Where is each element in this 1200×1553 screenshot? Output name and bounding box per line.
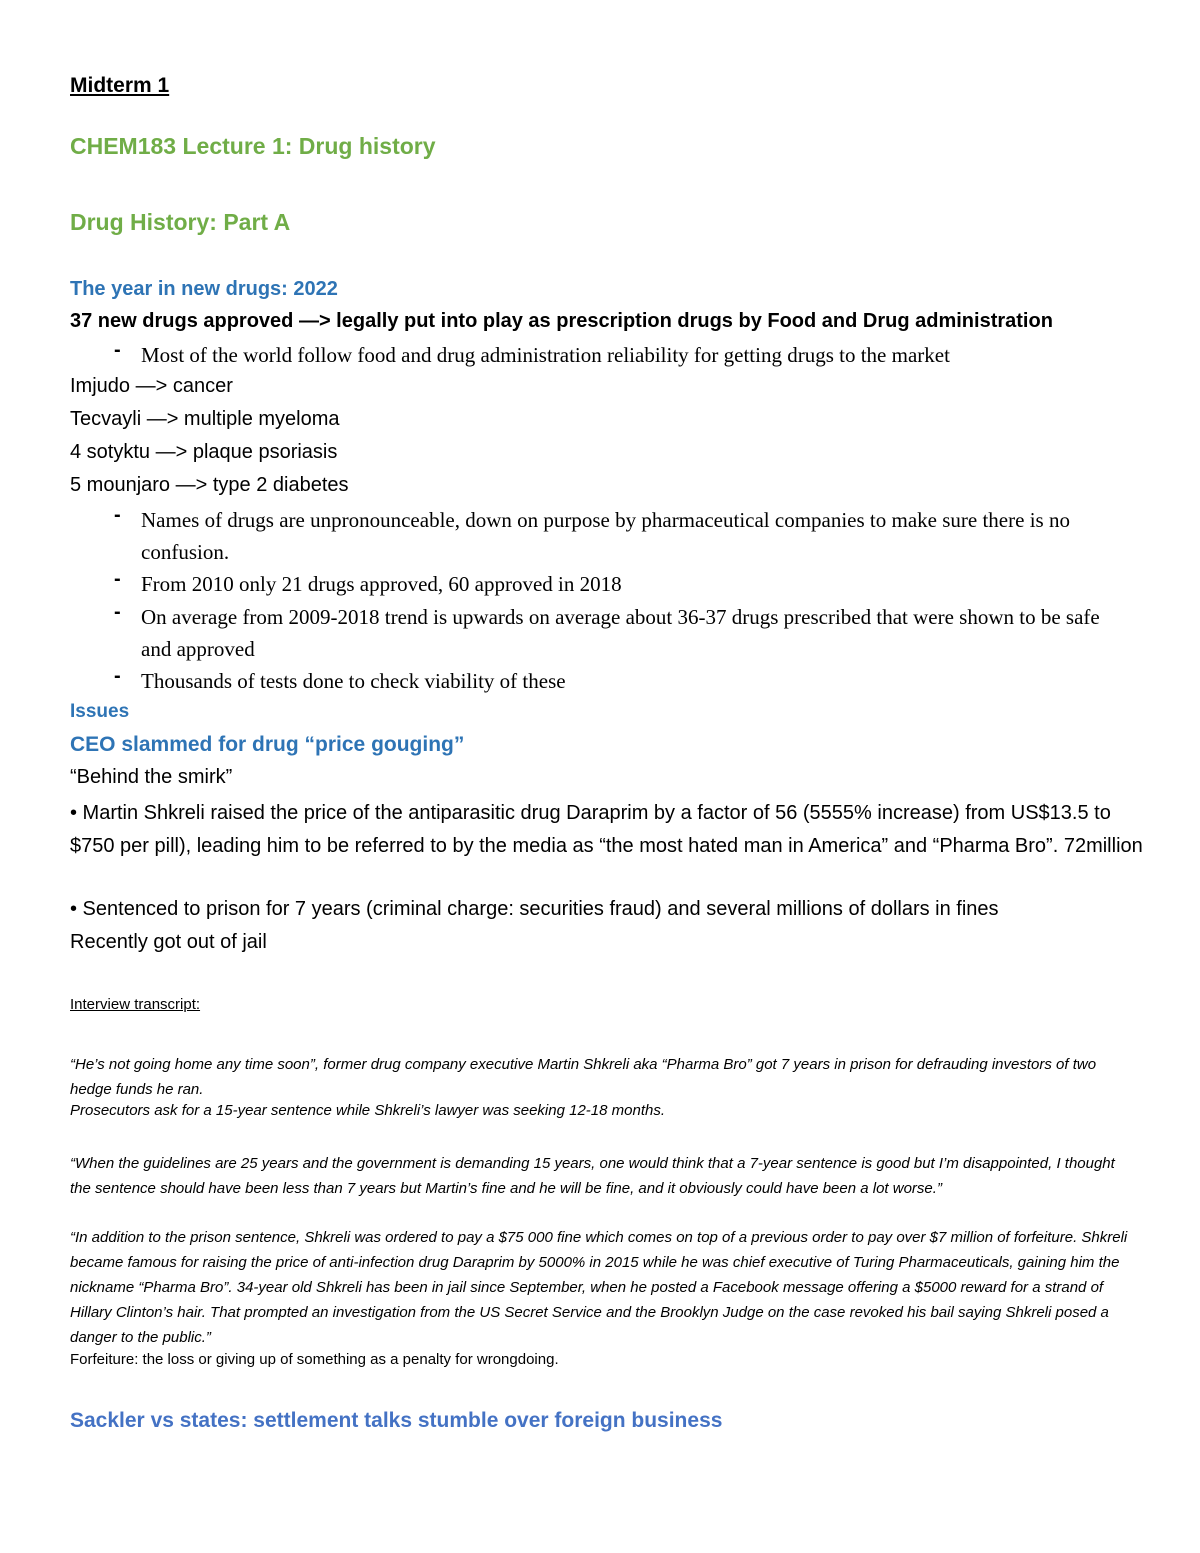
bullet-text: Names of drugs are unpronounceable, down on purpose by pharmaceutical companies to make sure there is no confusion.	[141, 508, 1070, 564]
bullet-text: From 2010 only 21 drugs approved, 60 approved in 2018	[141, 572, 622, 596]
shkreli-paragraph: • Martin Shkreli raised the price of the antiparasitic drug Daraprim by a factor of 56 (5555% increase) from US$13.5 to $750 per pill), leading him to be referred to by the media as “the most hated man in America” and “Pharma Bro”. 72million	[70, 802, 1143, 857]
forfeiture-definition: Forfeiture: the loss or giving up of something as a penalty for wrongdoing.	[70, 1351, 559, 1368]
approved-line: 37 new drugs approved —> legally put into play as prescription drugs by Food and Drug administration	[70, 310, 1053, 332]
lecture-heading: CHEM183 Lecture 1: Drug history	[70, 133, 436, 159]
drug-item: Tecvayli —> multiple myeloma	[70, 408, 340, 430]
quote-paragraph: “When the guidelines are 25 years and the government is demanding 15 years, one would think that a 7-year sentence is good but I’m disappointed, I thought the sentence should have been less than 7 years but Martin’s fine and he will be fine, and it obviously could have been a lot worse.”	[70, 1155, 1115, 1197]
part-heading: Drug History: Part A	[70, 209, 291, 235]
bullet-dash: -	[114, 601, 121, 623]
sentence-line: • Sentenced to prison for 7 years (criminal charge: securities fraud) and several millions of dollars in fines	[70, 898, 999, 920]
ceo-heading: CEO slammed for drug “price gouging”	[70, 733, 465, 756]
bullet-dash: -	[114, 665, 121, 687]
drug-item: 5 mounjaro —> type 2 diabetes	[70, 474, 349, 496]
interview-label: Interview transcript:	[70, 996, 201, 1013]
doc-title: Midterm 1	[70, 74, 170, 97]
bullet-dash: -	[114, 504, 121, 526]
drug-item: Imjudo —> cancer	[70, 375, 233, 397]
quote-paragraph: “He’s not going home any time soon”, former drug company executive Martin Shkreli aka “Pharma Bro” got 7 years in prison for defrauding investors of two hedge funds he ran.	[70, 1056, 1097, 1098]
quote-paragraph: Prosecutors ask for a 15-year sentence while Shkreli’s lawyer was seeking 12-18 months.	[70, 1102, 666, 1119]
smirk-line: “Behind the smirk”	[70, 766, 233, 788]
quote-paragraph: “In addition to the prison sentence, Shkreli was ordered to pay a $75 000 fine which comes on top of a previous order to pay over $7 million of forfeiture. Shkreli became famous for raising the price of anti-infection drug Daraprim by 5000% in 2015 while he was chief executive of Turing Pharmaceuticals, gaining him the nickname “Pharma Bro”. 34-year old Shkreli has been in jail since September, when he posted a Facebook message offering a $5000 reward for a strand of Hillary Clinton’s hair. That prompted an investigation from the US Secret Service and the Brooklyn Judge on the case revoked his bail saying Shkreli posed a danger to the public.”	[70, 1229, 1128, 1346]
bullet-dash: -	[114, 568, 121, 590]
bullet-dash: -	[114, 339, 121, 361]
sackler-heading: Sackler vs states: settlement talks stumble over foreign business	[70, 1409, 723, 1432]
issues-heading: Issues	[70, 701, 130, 722]
bullet-text: Most of the world follow food and drug administration reliability for getting drugs to the market	[141, 343, 950, 367]
jail-line: Recently got out of jail	[70, 931, 267, 953]
bullet-text: Thousands of tests done to check viability of these	[141, 669, 566, 693]
bullet-text: On average from 2009-2018 trend is upwards on average about 36-37 drugs prescribed that were shown to be safe and approved	[141, 605, 1100, 661]
year-heading: The year in new drugs: 2022	[70, 278, 338, 300]
drug-item: 4 sotyktu —> plaque psoriasis	[70, 441, 338, 463]
